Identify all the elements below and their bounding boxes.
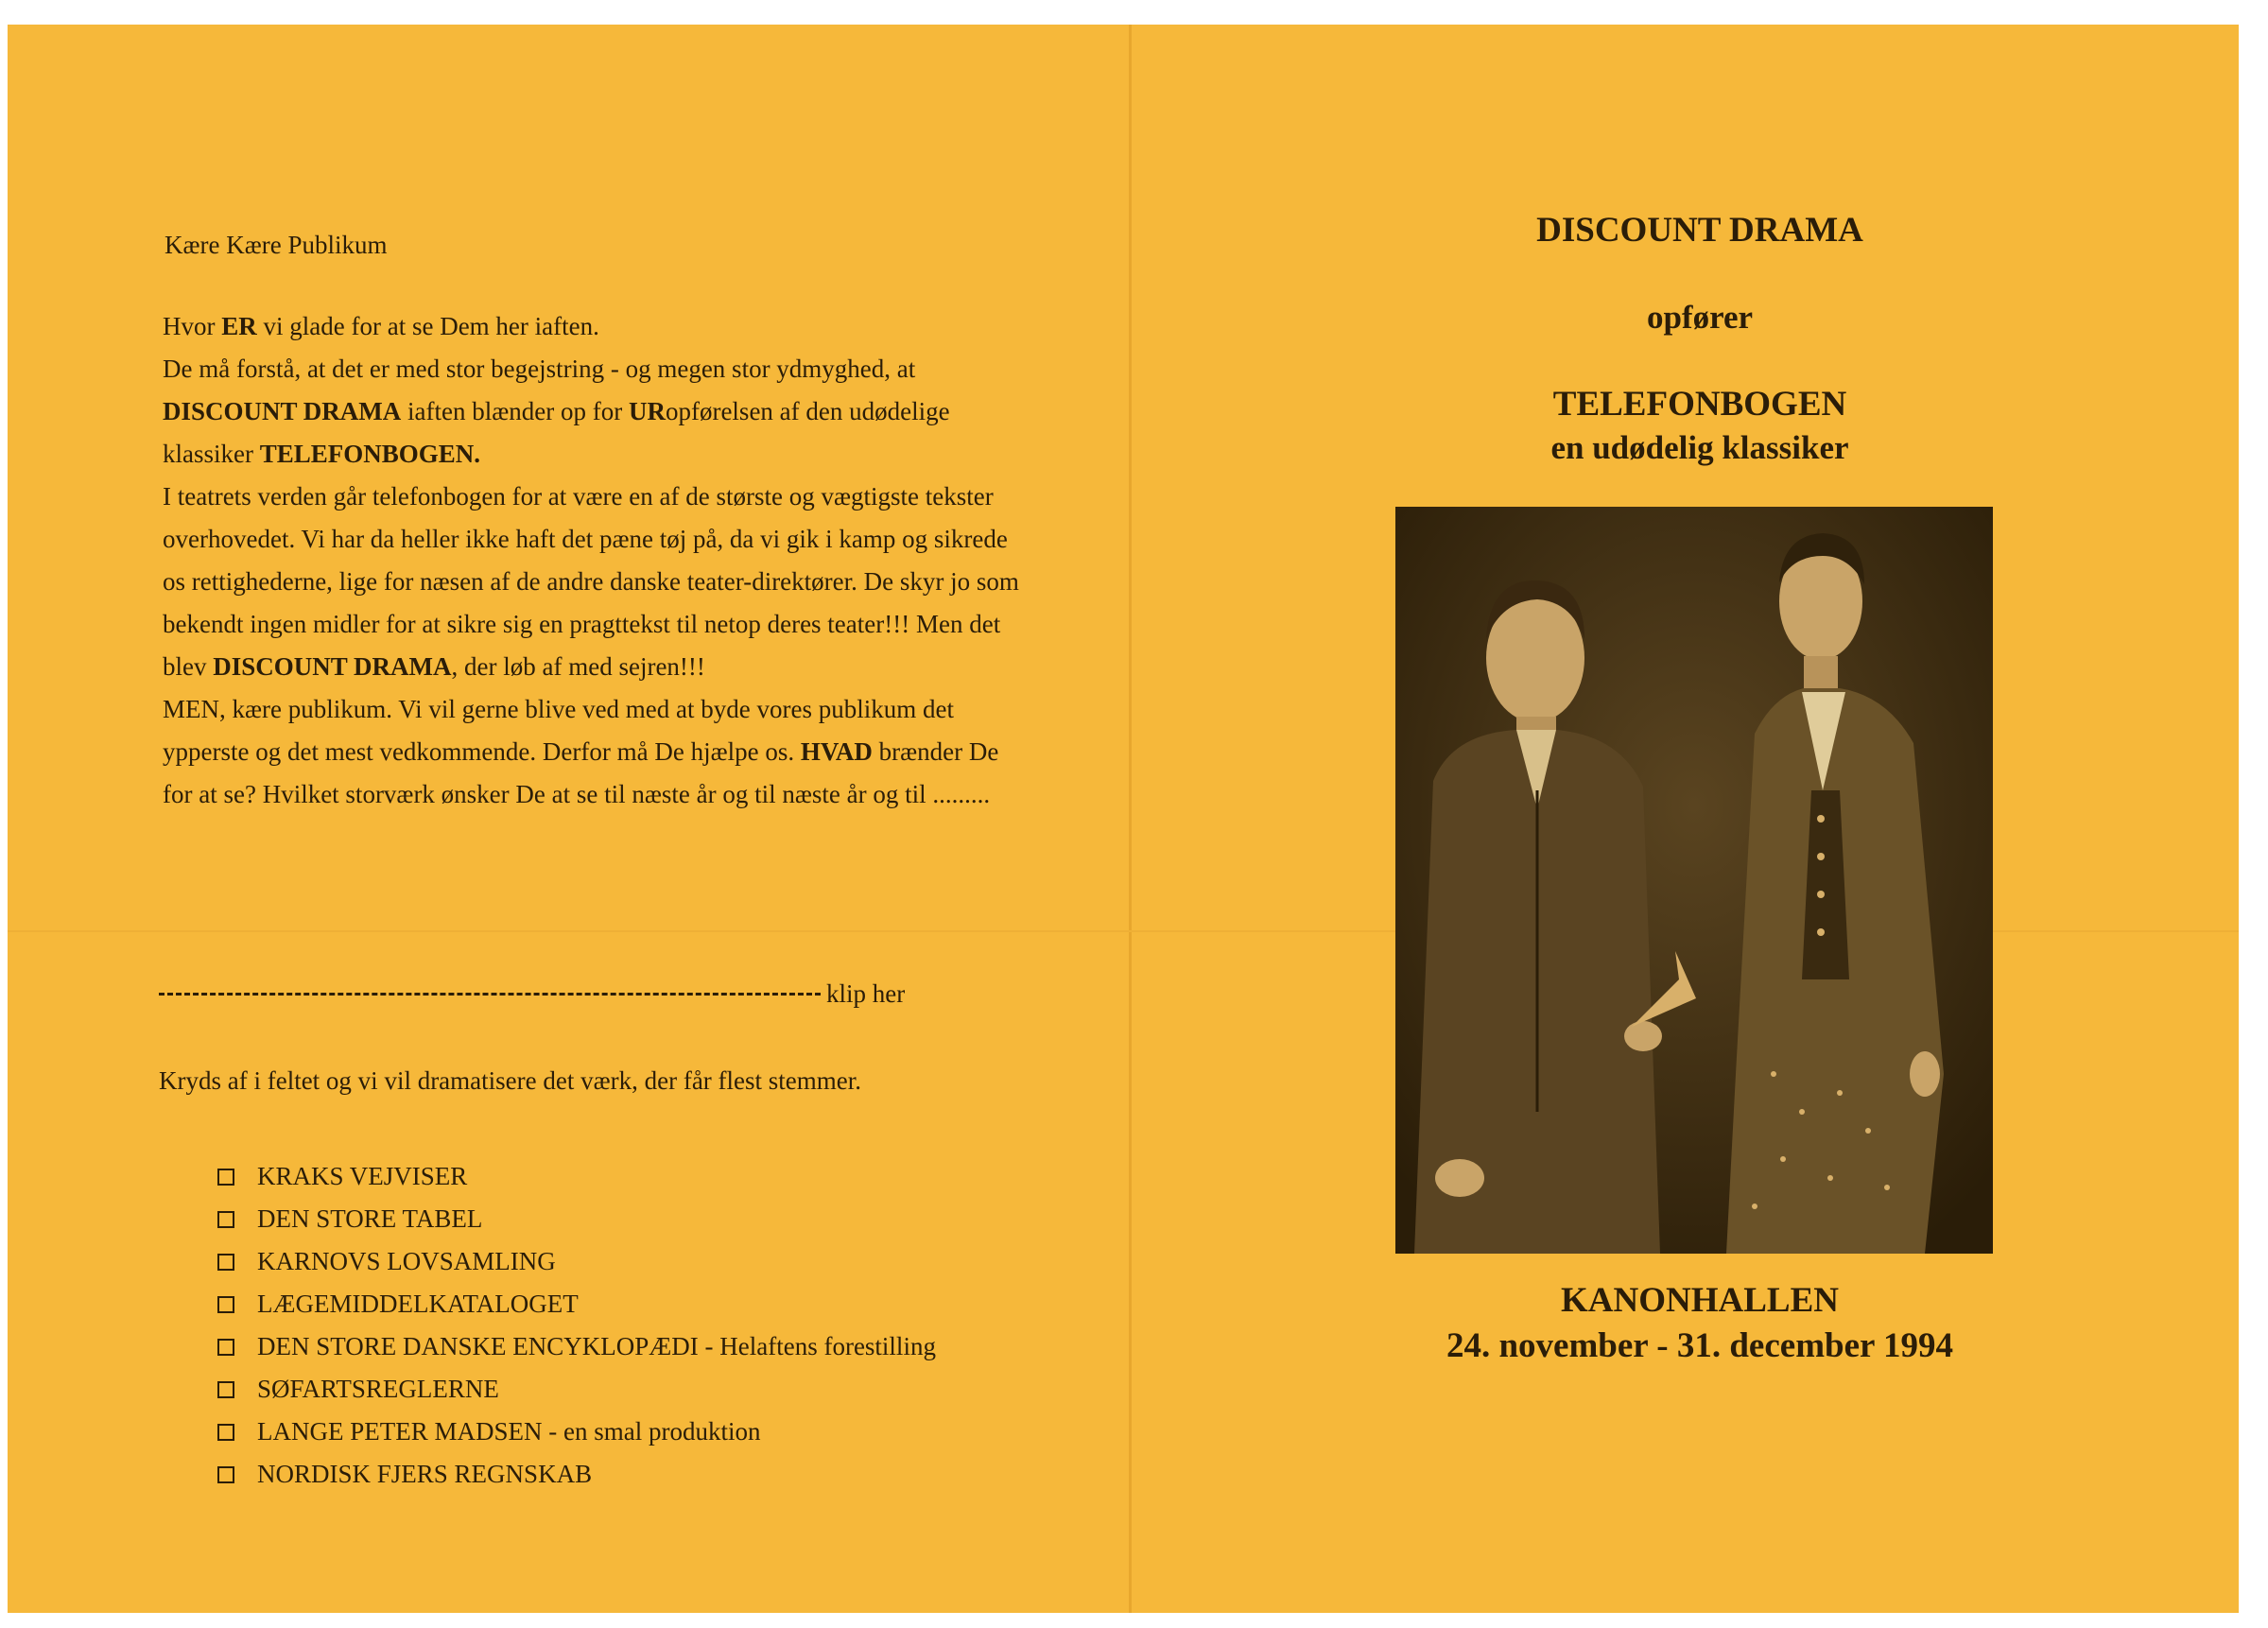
- checkbox[interactable]: [217, 1466, 234, 1483]
- bold-run: TELEFONBOGEN.: [259, 440, 481, 468]
- choice-item[interactable]: [217, 1325, 936, 1368]
- choice-label: KRAKS VEJVISER: [257, 1162, 468, 1190]
- letter-paragraph: [163, 348, 1019, 476]
- choice-item[interactable]: [217, 1155, 936, 1198]
- bold-run: HVAD: [800, 737, 873, 766]
- cover-venue: KANONHALLEN: [1561, 1281, 1839, 1320]
- cover-verb: opfører: [1646, 299, 1754, 336]
- letter-paragraph: [163, 476, 1019, 688]
- letter-body: [163, 305, 1019, 816]
- checkbox[interactable]: [217, 1211, 234, 1228]
- choice-item[interactable]: [217, 1368, 936, 1411]
- choice-item[interactable]: [217, 1411, 936, 1453]
- text-run: opførelsen af den udødelige klassiker: [163, 397, 950, 468]
- letter-paragraph: [163, 688, 1019, 816]
- checkbox[interactable]: [217, 1169, 234, 1186]
- text-run: iaften blænder op for: [401, 397, 629, 425]
- bold-run: ER: [221, 312, 257, 340]
- choice-label: NORDISK FJERS REGNSKAB: [257, 1460, 593, 1488]
- choice-label: DEN STORE TABEL: [257, 1204, 483, 1233]
- choice-item[interactable]: [217, 1198, 936, 1240]
- letter-section: [149, 204, 1019, 816]
- choice-label: LANGE PETER MADSEN - en smal produktion: [257, 1417, 761, 1446]
- cover-subtitle: en udødelig klassiker: [1550, 429, 1849, 466]
- clip-label: klip her: [826, 979, 906, 1008]
- choice-label: SØFARTSREGLERNE: [257, 1375, 499, 1403]
- text-run: De må forstå, at det er med stor begejstring - og megen stor ydmyghed, at: [163, 355, 916, 383]
- vote-choices: [217, 1155, 936, 1496]
- text-run: I teatrets verden går telefonbogen for at være en af de største og vægtigste tekster overhovedet. Vi har da heller ikke haft det pæne tøj på, da vi gik i kamp og sikrede os rettighederne, lige for næsen af de andre danske teater-direktører. De skyr jo som bekendt ingen midler for at sikre sig en pragttekst til netop deres teater!!! Men det blev: [163, 482, 1019, 681]
- checkbox[interactable]: [217, 1296, 234, 1313]
- checkbox[interactable]: [217, 1254, 234, 1271]
- checkbox[interactable]: [217, 1424, 234, 1441]
- program-sheet: [8, 25, 2239, 1613]
- choice-item[interactable]: [217, 1283, 936, 1325]
- letter-paragraph: [163, 305, 1019, 348]
- choice-label: DEN STORE DANSKE ENCYKLOPÆDI - Helaftens forestilling: [257, 1332, 936, 1360]
- text-run: MEN, kære publikum. Vi vil gerne blive ved med at byde vores publikum det ypperste og det mest vedkommende. Derfor må De hjælpe os.: [163, 695, 954, 766]
- cover-dates: 24. november - 31. december 1994: [1446, 1326, 1954, 1365]
- center-fold: [1129, 25, 1132, 1613]
- text-run: vi glade for at se Dem her iaften.: [256, 312, 599, 340]
- checkbox[interactable]: [217, 1381, 234, 1398]
- choice-item[interactable]: [217, 1453, 936, 1496]
- bold-run: DISCOUNT DRAMA: [163, 397, 402, 425]
- choice-label: KARNOVS LOVSAMLING: [257, 1247, 556, 1275]
- choice-label: LÆGEMIDDELKATALOGET: [257, 1290, 579, 1318]
- text-run: Hvor: [163, 312, 222, 340]
- checkbox[interactable]: [217, 1339, 234, 1356]
- bold-run: UR: [628, 397, 666, 425]
- text-run: brænder De for at se? Hvilket storværk ønsker De at se til næste år og til næste år og til .........: [163, 737, 999, 808]
- cover-company: DISCOUNT DRAMA: [1536, 211, 1863, 250]
- cover-play-title: TELEFONBOGEN: [1552, 385, 1847, 424]
- vote-instruction: Kryds af i feltet og vi vil dramatisere det værk, der får flest stemmer.: [159, 1066, 862, 1095]
- cast-photo: [1395, 507, 1993, 1254]
- letter-greeting: Kære Kære Publikum: [164, 231, 388, 259]
- text-run: , der løb af med sejren!!!: [451, 652, 705, 681]
- bold-run: DISCOUNT DRAMA: [213, 652, 452, 681]
- clip-line: [159, 979, 905, 1009]
- choice-item[interactable]: [217, 1240, 936, 1283]
- cut-dashes: [159, 993, 821, 996]
